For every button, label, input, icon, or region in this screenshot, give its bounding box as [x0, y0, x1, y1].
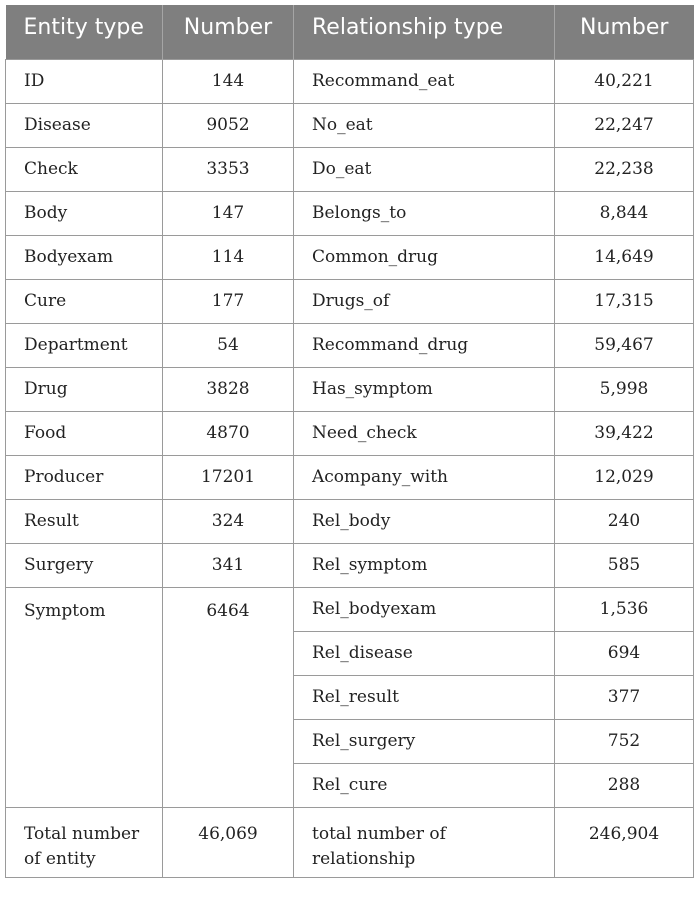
entity-number-cell: 114 — [163, 235, 294, 279]
relationship-type-cell: No_eat — [294, 103, 555, 147]
relationship-type-cell: Recommand_eat — [294, 59, 555, 103]
table-row — [6, 279, 694, 323]
relationship-number-cell: 39,422 — [555, 411, 694, 455]
entity-number-cell: 9052 — [163, 103, 294, 147]
relationship-number-cell: 22,247 — [555, 103, 694, 147]
table-row — [6, 235, 694, 279]
table-row — [6, 367, 694, 411]
table-row — [6, 411, 694, 455]
entity-type-cell: Cure — [6, 279, 163, 323]
relationship-number-cell: 240 — [555, 499, 694, 543]
relationship-type-cell: Rel_cure — [294, 763, 555, 807]
header-relationship-type: Relationship type — [294, 5, 555, 59]
table-row — [6, 59, 694, 103]
table-row — [6, 147, 694, 191]
relationship-type-cell: Drugs_of — [294, 279, 555, 323]
entity-type-cell: ID — [6, 59, 163, 103]
relationship-type-cell: Acompany_with — [294, 455, 555, 499]
entity-type-cell: Disease — [6, 103, 163, 147]
table-row — [6, 499, 694, 543]
entity-number-cell: 324 — [163, 499, 294, 543]
table-row — [6, 103, 694, 147]
entity-type-cell: Symptom — [6, 587, 163, 807]
entity-number-cell: 144 — [163, 59, 294, 103]
total-entity-label: Total number of entity — [6, 807, 163, 877]
relationship-number-cell: 585 — [555, 543, 694, 587]
relationship-number-cell: 17,315 — [555, 279, 694, 323]
relationship-number-cell: 377 — [555, 675, 694, 719]
table-row — [6, 191, 694, 235]
entity-type-cell: Food — [6, 411, 163, 455]
entity-type-cell: Bodyexam — [6, 235, 163, 279]
total-entity-number: 46,069 — [163, 807, 294, 877]
entity-type-cell: Drug — [6, 367, 163, 411]
total-relationship-label: total number of relationship — [294, 807, 555, 877]
relationship-type-cell: Rel_symptom — [294, 543, 555, 587]
entity-number-cell: 54 — [163, 323, 294, 367]
header-relationship-number: Number — [555, 5, 694, 59]
relationship-number-cell: 14,649 — [555, 235, 694, 279]
relationship-number-cell: 288 — [555, 763, 694, 807]
relationship-number-cell: 694 — [555, 631, 694, 675]
entity-number-cell: 147 — [163, 191, 294, 235]
relationship-type-cell: Rel_bodyexam — [294, 587, 555, 631]
relationship-type-cell: Do_eat — [294, 147, 555, 191]
entity-type-cell: Producer — [6, 455, 163, 499]
entity-number-cell: 6464 — [163, 587, 294, 807]
relationship-type-cell: Rel_surgery — [294, 719, 555, 763]
relationship-number-cell: 5,998 — [555, 367, 694, 411]
header-entity-type: Entity type — [6, 5, 163, 59]
relationship-type-cell: Belongs_to — [294, 191, 555, 235]
relationship-number-cell: 8,844 — [555, 191, 694, 235]
relationship-type-cell: Recommand_drug — [294, 323, 555, 367]
entity-type-cell: Surgery — [6, 543, 163, 587]
relationship-number-cell: 22,238 — [555, 147, 694, 191]
entity-number-cell: 17201 — [163, 455, 294, 499]
entity-type-cell: Body — [6, 191, 163, 235]
relationship-number-cell: 40,221 — [555, 59, 694, 103]
relationship-type-cell: Has_symptom — [294, 367, 555, 411]
relationship-number-cell: 752 — [555, 719, 694, 763]
relationship-type-cell: Rel_disease — [294, 631, 555, 675]
relationship-type-cell: Rel_result — [294, 675, 555, 719]
entity-number-cell: 4870 — [163, 411, 294, 455]
total-row — [6, 807, 694, 877]
relationship-number-cell: 1,536 — [555, 587, 694, 631]
relationship-number-cell: 12,029 — [555, 455, 694, 499]
entity-relationship-table — [5, 5, 694, 878]
relationship-type-cell: Common_drug — [294, 235, 555, 279]
relationship-type-cell: Rel_body — [294, 499, 555, 543]
relationship-number-cell: 59,467 — [555, 323, 694, 367]
total-relationship-number: 246,904 — [555, 807, 694, 877]
entity-type-cell: Department — [6, 323, 163, 367]
entity-number-cell: 177 — [163, 279, 294, 323]
header-row — [6, 5, 694, 59]
table-row — [6, 323, 694, 367]
entity-type-cell: Check — [6, 147, 163, 191]
entity-type-cell: Result — [6, 499, 163, 543]
header-entity-number: Number — [163, 5, 294, 59]
entity-number-cell: 3828 — [163, 367, 294, 411]
table-row — [6, 543, 694, 587]
table-row — [6, 587, 694, 631]
entity-number-cell: 341 — [163, 543, 294, 587]
relationship-type-cell: Need_check — [294, 411, 555, 455]
entity-number-cell: 3353 — [163, 147, 294, 191]
table-row — [6, 455, 694, 499]
